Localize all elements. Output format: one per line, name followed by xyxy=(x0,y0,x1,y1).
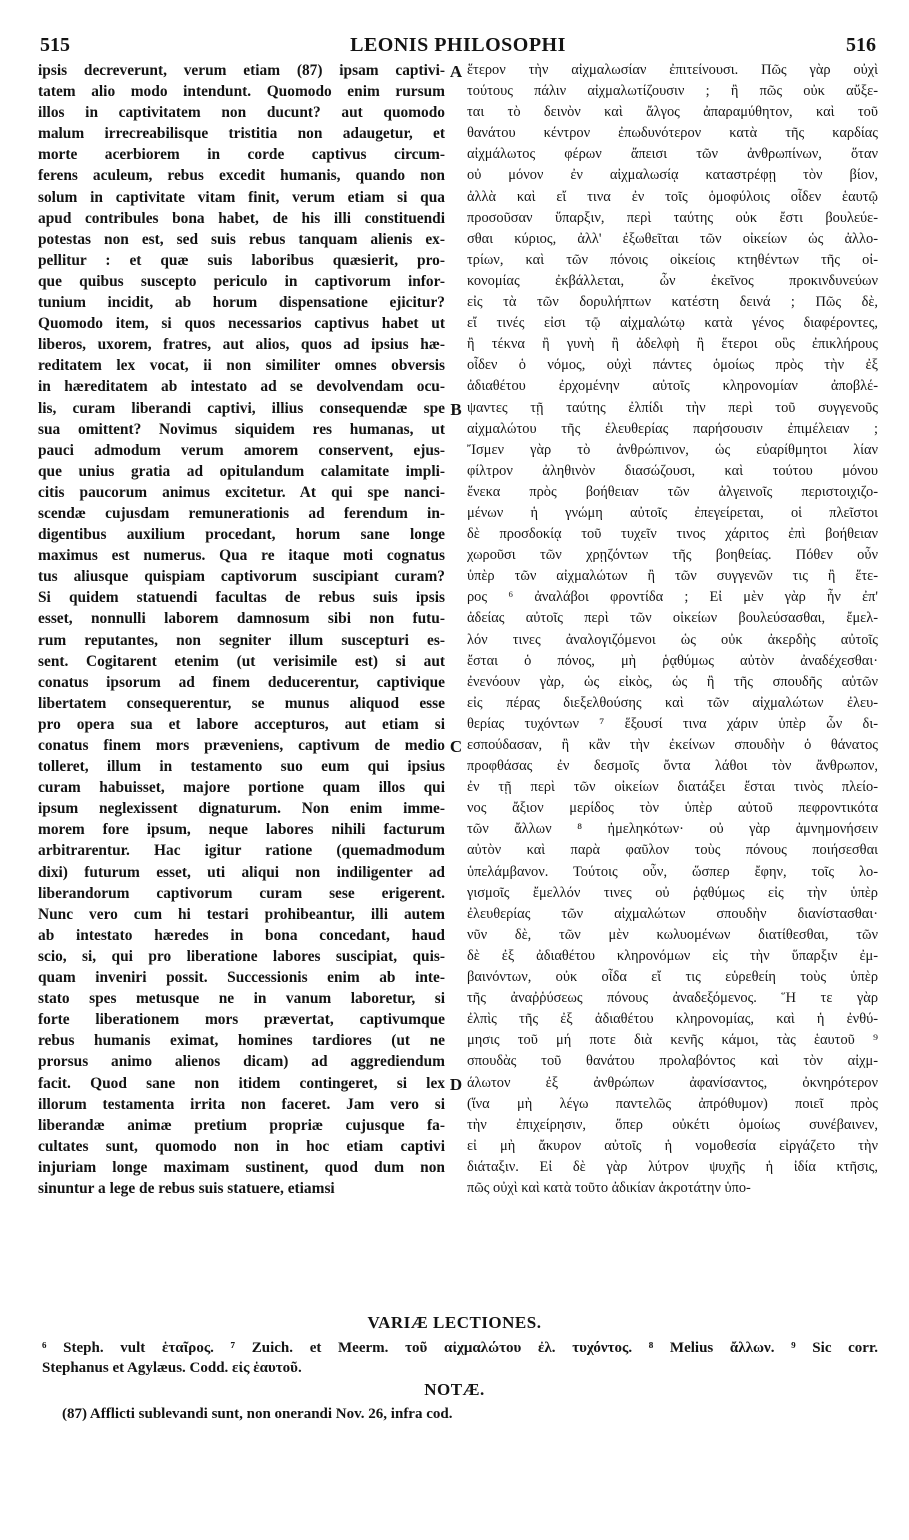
greek-text-line: ρος ⁶ ἀναλάβοι φροντίδα ; Εἰ μὲν γὰρ ἦν ἐπ' xyxy=(467,589,878,606)
latin-text-line: sua omittent? Novimus siquidem res humanas, ut xyxy=(38,420,445,438)
greek-text-line: ται τὸ δεινὸν καὶ ἄλγος ἀπαραμύθητον, καὶ τοῦ xyxy=(467,104,878,121)
latin-text-line: pellitur : et quæ suis laboribus quæsierit, pro- xyxy=(38,251,445,269)
greek-text-line: βαινόντων, οὐκ οἶδα εἴ τις εὑρεθείη τοὺς ὑπὲρ xyxy=(467,969,878,986)
greek-text-line: ἐλπὶς τῆς ἐξ ἀδιαθέτου κληρονομίας, καὶ ἡ ἐνθύ- xyxy=(467,1011,878,1028)
greek-text-line: ἢ τέκνα ἢ γυνὴ ἢ ἀδελφὴ ἢ ἕτεροι οὓς ἐπικλήρους xyxy=(467,336,878,353)
latin-text-line: potestas non est, sed suis rebus tanquam alienis ex- xyxy=(38,230,445,248)
greek-text-line: οὐ μόνον ἐν αἰχμαλωσίᾳ καταστρέφῃ τὸν βίον, xyxy=(467,167,878,184)
greek-text-line: θερίας τυχόντων ⁷ ἕξουσί τινα χάριν ὑπὲρ ὧν δι- xyxy=(467,715,878,732)
latin-column xyxy=(38,60,445,1199)
latin-text-line: que quibus suscepto periculo in captivorum infor- xyxy=(38,272,445,290)
greek-text-line: εἰς τὰ τῶν δορυλήπτων κατέστη δεινά ; Πῶς δὲ, xyxy=(467,294,878,311)
greek-text-line: τούτους πάλιν αἰχμαλωτίζουσιν ; ἢ πῶς οὐκ αὔξε- xyxy=(467,83,878,100)
greek-text-line: εἰς πέρας διεξελθούσης καὶ τῶν αἰχμαλώτων ἐλευ- xyxy=(467,694,878,711)
latin-text-line: malum irrecreabilisque tristitia non adaugetur, et xyxy=(38,125,445,143)
greek-text-line: κονομίας ἐκβάλλεται, ὧν ἐκεῖνος προκινδυνεύων xyxy=(467,272,878,289)
greek-text-line: ψαντες τῇ ταύτης ἐλπίδι τὴν περὶ τοῦ συγγενοῦς xyxy=(467,399,878,416)
latin-text-line: pauci admodum verum amorem conservent, ejus- xyxy=(38,441,445,459)
variae-lectiones-line: Stephanus et Agylæus. Codd. εἰς ἑαυτοῦ. xyxy=(42,1360,302,1376)
latin-text-line: liberandæ animæ pretium propriæ cujusque fa- xyxy=(38,1116,445,1134)
greek-text-line: ὑπελάμβανον. Τούτοις οὖν, ὥσπερ ἔφην, τοῖς λο- xyxy=(467,863,878,880)
latin-text-line: que unius gratia ad opitulandum calamitate impli- xyxy=(38,462,445,480)
latin-text-line: dixi) futurum esset, uti aliqui non indiligenter ad xyxy=(38,863,445,881)
latin-text-line: Quomodo item, si quos necessarios captivus habet ut xyxy=(38,315,445,333)
greek-text-line: ἕνεκα πρὸς βοήθειαν τῶν ἀλγεινοῖς περιστοιχιζο- xyxy=(467,483,878,500)
latin-text-line: conatus ipsorum ad finem deducerentur, captivique xyxy=(38,673,445,691)
latin-text-line: arbitrarentur. Hac igitur ratione (quemadmodum xyxy=(38,842,445,860)
latin-text-line: liberos, uxorem, fratres, aut alios, quos ad ipsius hæ- xyxy=(38,336,445,354)
greek-text-line: ἐλευθερίας τῶν αἰχμαλώτων σπουδὴν διανίστασθαι· xyxy=(467,905,878,922)
latin-text-line: Nunc vero cum hi testari prohibeantur, illi autem xyxy=(38,905,445,923)
latin-text-line: maximus est numerus. Qua re itaque moti cognatus xyxy=(38,547,445,565)
latin-text-line: rebus humanis eximat, homines tardiores (ut ne xyxy=(38,1032,445,1050)
margin-letter-d: D xyxy=(449,1075,463,1094)
latin-text-line: morem fore ipsum, neque labores nihili facturum xyxy=(38,821,445,839)
latin-text-line: reditatem lex vocat, ii non similiter omnes obversis xyxy=(38,357,445,375)
greek-text-line: νῦν δὲ, τῶν μὲν κωλυομένων διατίθεσθαι, τῶν xyxy=(467,926,878,943)
greek-text-line: τρίων, καὶ τῶν πόνοις οἰκείοις κτηθέντων τῆς οἰ- xyxy=(467,251,878,268)
variae-lectiones-heading: VARIÆ LECTIONES. xyxy=(367,1313,542,1332)
greek-text-line: άλωτον ἐξ ἀνθρώπων ἀφανίσαντος, ὀκνηρότερον xyxy=(467,1074,878,1091)
greek-text-line: δὲ προσδοκίᾳ τοῦ τυχεῖν τινος χάριτος ἐπὶ βοήθειαν xyxy=(467,526,878,543)
greek-text-line: αὐτὸν καὶ παρὰ φαῦλον τοὺς πόνους ποιήσεσθαι xyxy=(467,842,878,859)
greek-text-line: θανάτου κέντρον ἐπωδυνότερον κατὰ τῆς καρδίας xyxy=(467,125,878,142)
greek-text-line: τὴν ἐπιχείρησιν, ὅπερ οὐκέτι ὁμοίως συνέβαινεν, xyxy=(467,1116,878,1133)
greek-text-line: προφθάσας ἐν δεσμοῖς ὄντα λάθοι τὸν ἄνθρωπον, xyxy=(467,758,878,775)
greek-column xyxy=(467,60,878,1199)
greek-text-line: ἔσται ὁ πόνος, μὴ ῥᾳθύμως αὐτὸν ἀναδέχεσθαι· xyxy=(467,652,878,669)
greek-text-line: λόν τινες ἀναλογιζόμενοι ὡς οὐκ ἀκερδὴς αὐτοῖς xyxy=(467,631,878,648)
latin-text-line: ipsis decreverunt, verum etiam (87) ipsam captivi- xyxy=(38,62,445,79)
latin-text-line: tunium incidit, ab horum dispensatione ejicitur? xyxy=(38,294,445,312)
latin-text-line: rum reputantes, non segniter illum suscepturi es- xyxy=(38,631,445,649)
margin-letter-c: C xyxy=(449,737,463,756)
latin-text-line: facit. Quod sane non itidem contingeret, si lex xyxy=(38,1074,445,1092)
greek-text-line: αἰχμάλωτος φέρων ἄπεισι τῶν ἀνθρωπίνων, ὅταν xyxy=(467,146,878,163)
greek-text-line: προσοῦσαν ὕπαρξιν, περὶ ταύτης οὐκ ἔστι βουλεύε- xyxy=(467,209,878,226)
latin-text-line: forte liberationem mors prævertat, captivumque xyxy=(38,1011,445,1029)
greek-text-line: νος ἄξιον μερίδος τὸν ὑπὲρ αὐτοῦ πεφροντικότα xyxy=(467,800,878,817)
greek-text-line: σπουδὰς τοῦ θανάτου προλαβόντος καὶ τὸν αἰχμ- xyxy=(467,1053,878,1070)
greek-text-line: ὑπὲρ τῶν αἰχμαλώτων ἢ τῶν συγγενῶν τις ἢ ἕτε- xyxy=(467,568,878,585)
greek-text-line: αἰχμαλώτου τῆς ἐλευθερίας παρήσουσιν ἐπιμέλειαν ; xyxy=(467,420,878,437)
notae-heading: NOTÆ. xyxy=(424,1380,485,1399)
running-header xyxy=(40,34,876,58)
latin-text-line: pro opera sua et labore accepturos, aut etiam si xyxy=(38,715,445,733)
latin-text-line: in hæreditatem ab intestato ad se devolvendam ocu- xyxy=(38,378,445,396)
latin-text-line: tolleret, illum in testamento suo eum qui ipsius xyxy=(38,758,445,776)
greek-text-line: Ἴσμεν γὰρ τὸ ἀνθρώπινον, ὡς εὐαρίθμητοι λίαν xyxy=(467,441,878,458)
latin-text-line: illos in captivitatem non ducunt? aut quomodo xyxy=(38,104,445,122)
latin-text-line: morte acerbiorem in corde captivus circum- xyxy=(38,146,445,164)
latin-text-line: injuriam longe maximam sustinent, quod dum non xyxy=(38,1158,445,1176)
greek-text-line: μένων ἡ γνώμη αὐτοῖς ἐπεγείρεται, οἱ πλεῖστοι xyxy=(467,504,878,521)
latin-text-line: Si quidem statuendi facultas de rebus suis ipsis xyxy=(38,589,445,607)
latin-text-line: apud contribules bona habet, de his illi constituendi xyxy=(38,209,445,227)
latin-text-line: ab intestato hæredes in bona concedant, haud xyxy=(38,926,445,944)
latin-text-line: lis, curam liberandi captivi, illius consequendæ spe xyxy=(38,399,445,417)
greek-text-line: μησις τοῦ μή ποτε διὰ κενῆς κάμοι, τὰς ἑαυτοῦ ⁹ xyxy=(467,1032,878,1049)
greek-text-line: διάταξιν. Εἰ δὲ γὰρ λύτρον ψυχῆς ἡ ἰδία κτῆσις, xyxy=(467,1158,878,1175)
greek-text-line: ἕτερον τὴν αἰχμαλωσίαν ἐπιτείνουσι. Πῶς γὰρ οὐχὶ xyxy=(467,62,878,78)
latin-text-line: curam habuisset, majore portione quam illos qui xyxy=(38,779,445,797)
greek-text-line: πῶς οὐχὶ καὶ κατὰ τοῦτο ἀδικίαν ἀκροτάτην ὑπο- xyxy=(467,1179,751,1196)
greek-text-line: ἀλλὰ καὶ εἴ τινα ἐν τοῖς ὁμοφύλοις οἶδεν ἑαυτῷ xyxy=(467,188,878,205)
page-number-left: 515 xyxy=(40,34,70,56)
greek-text-line: ἀδιαθέτου ἐρχομένην αὐτοῖς κληρονομίαν ἀποβλέ- xyxy=(467,378,878,395)
running-title: LEONIS PHILOSOPHI xyxy=(350,34,566,56)
latin-text-line: libertatem consequerentur, se munus aliquod esse xyxy=(38,694,445,712)
latin-text-line: conatus finem mors præveniens, captivum de medio xyxy=(38,737,445,754)
latin-text-line: tus aliusque quispiam captivorum suscipiant curam? xyxy=(38,568,445,586)
latin-text-line: scio, si, qui pro liberatione labores suscipiat, quis- xyxy=(38,947,445,965)
greek-text-line: εἴ τινές εἰσι τῷ αἰχμαλώτῳ κατὰ γένος διαφέροντες, xyxy=(467,315,878,332)
greek-text-line: χωροῦσι τῶν χρῃζόντων τῆς βοηθείας. Πόθεν οὖν xyxy=(467,547,878,564)
greek-text-line: ἐνενόουν γὰρ, ὡς εἰκὸς, ὡς ἢ τῆς σπουδῆς αὐτῶν xyxy=(467,673,878,690)
latin-text-line: ferens aculeum, rebus excedit humanis, quando non xyxy=(38,167,445,185)
latin-text-line: solum in captivitate vitam finit, verum etiam si qua xyxy=(38,188,445,206)
greek-text-line: δὲ ἐξ ἀδιαθέτου κληρονόμων εἰς τὴν ὕπαρξιν ἐμ- xyxy=(467,947,878,964)
latin-text-line: cultates sunt, quomodo non in hoc etiam captivi xyxy=(38,1137,445,1155)
notae-line: (87) Afflicti sublevandi sunt, non onerandi Nov. 26, infra cod. xyxy=(62,1406,453,1422)
greek-text-line: τῆς ἀναῤῥύσεως πόνους ἀναδεξόμενος. Ἥ τε γὰρ xyxy=(467,990,878,1007)
latin-text-line: liberandorum captivorum curam sese erigerent. xyxy=(38,884,445,902)
latin-text-line: stato spes metusque ne in vanum laboretur, si xyxy=(38,990,445,1008)
latin-text-line: ipsum neglexissent dignaturum. Non enim imme- xyxy=(38,800,445,818)
greek-text-line: σθαι κύριος, ἀλλ' ἐξωθεῖται τῶν οἰκείων ὡς ἀλλο- xyxy=(467,230,878,247)
greek-text-line: γισμοῖς ἔμελλόν τινες οὐ ῥᾳθύμως εἰς τὴν ὑπὲρ xyxy=(467,884,878,901)
latin-text-line: quam inveniri possit. Successionis enim ab inte- xyxy=(38,969,445,987)
greek-text-line: εσπούδασαν, ἢ κἂν τὴν ἐκείνων σπουδὴν ὁ θάνατος xyxy=(467,737,878,753)
latin-text-line: digentibus auxilium procedant, horum sane longe xyxy=(38,526,445,544)
greek-text-line: ἐν τῇ περὶ τῶν οἰκείων διατάξει ἔσται τινὸς πλείο- xyxy=(467,779,878,796)
latin-text-line: prorsus animo alienos dicam) ad aggrediendum xyxy=(38,1053,445,1071)
greek-text-line: οἶδεν ὁ νόμος, οὐχὶ πάντες ὁμοίως πρὸς τὴν ἐξ xyxy=(467,357,878,374)
margin-letter-a: A xyxy=(449,62,463,81)
greek-text-line: (ἵνα μὴ λέγω παντελῶς ἀπρόθυμον) ποιεῖ πρὸς xyxy=(467,1095,878,1112)
variae-lectiones-line: ⁶ Steph. vult ἑταῖρος. ⁷ Zuich. et Meerm. τοῦ αἰχμαλώτου ἐλ. τυχόντος. ⁸ Melius ἄλλων. ⁹ Sic corr. xyxy=(42,1340,878,1356)
latin-text-line: sinuntur a lege de rebus suis statuere, etiamsi xyxy=(38,1179,335,1197)
latin-text-line: citis paucorum animus excitetur. At qui spe nanci- xyxy=(38,483,445,501)
greek-text-line: ἀδείας αὐτοῖς περὶ τῶν οἰκείων βουλεύσασθαι, ἔμελ- xyxy=(467,610,878,627)
page-number-right: 516 xyxy=(846,34,876,56)
greek-text-line: τῶν ἄλλων ⁸ ἠμεληκότων· οὐ γὰρ ἀμνημονήσειν xyxy=(467,821,878,838)
latin-text-line: scendæ cujusdam remunerationis ad ferendum in- xyxy=(38,504,445,522)
margin-letter-b: B xyxy=(450,400,462,419)
latin-text-line: tatem alio modo intendunt. Quomodo enim rursum xyxy=(38,83,445,101)
latin-text-line: esset, nonnulli laborem damnosum sibi non futu- xyxy=(38,610,445,628)
greek-text-line: εἰ μὴ ἄκυρον αὐτοῖς ἡ νομοθεσία εἰργάζετο τὴν xyxy=(467,1137,878,1154)
greek-text-line: φίλτρον ἀληθινὸν διασώζουσι, καὶ τούτου μόνου xyxy=(467,462,878,479)
latin-text-line: sent. Cogitarent etenim (ut verisimile est) si aut xyxy=(38,652,445,670)
latin-text-line: illorum testamenta irrita non faceret. Jam vero si xyxy=(38,1095,445,1113)
